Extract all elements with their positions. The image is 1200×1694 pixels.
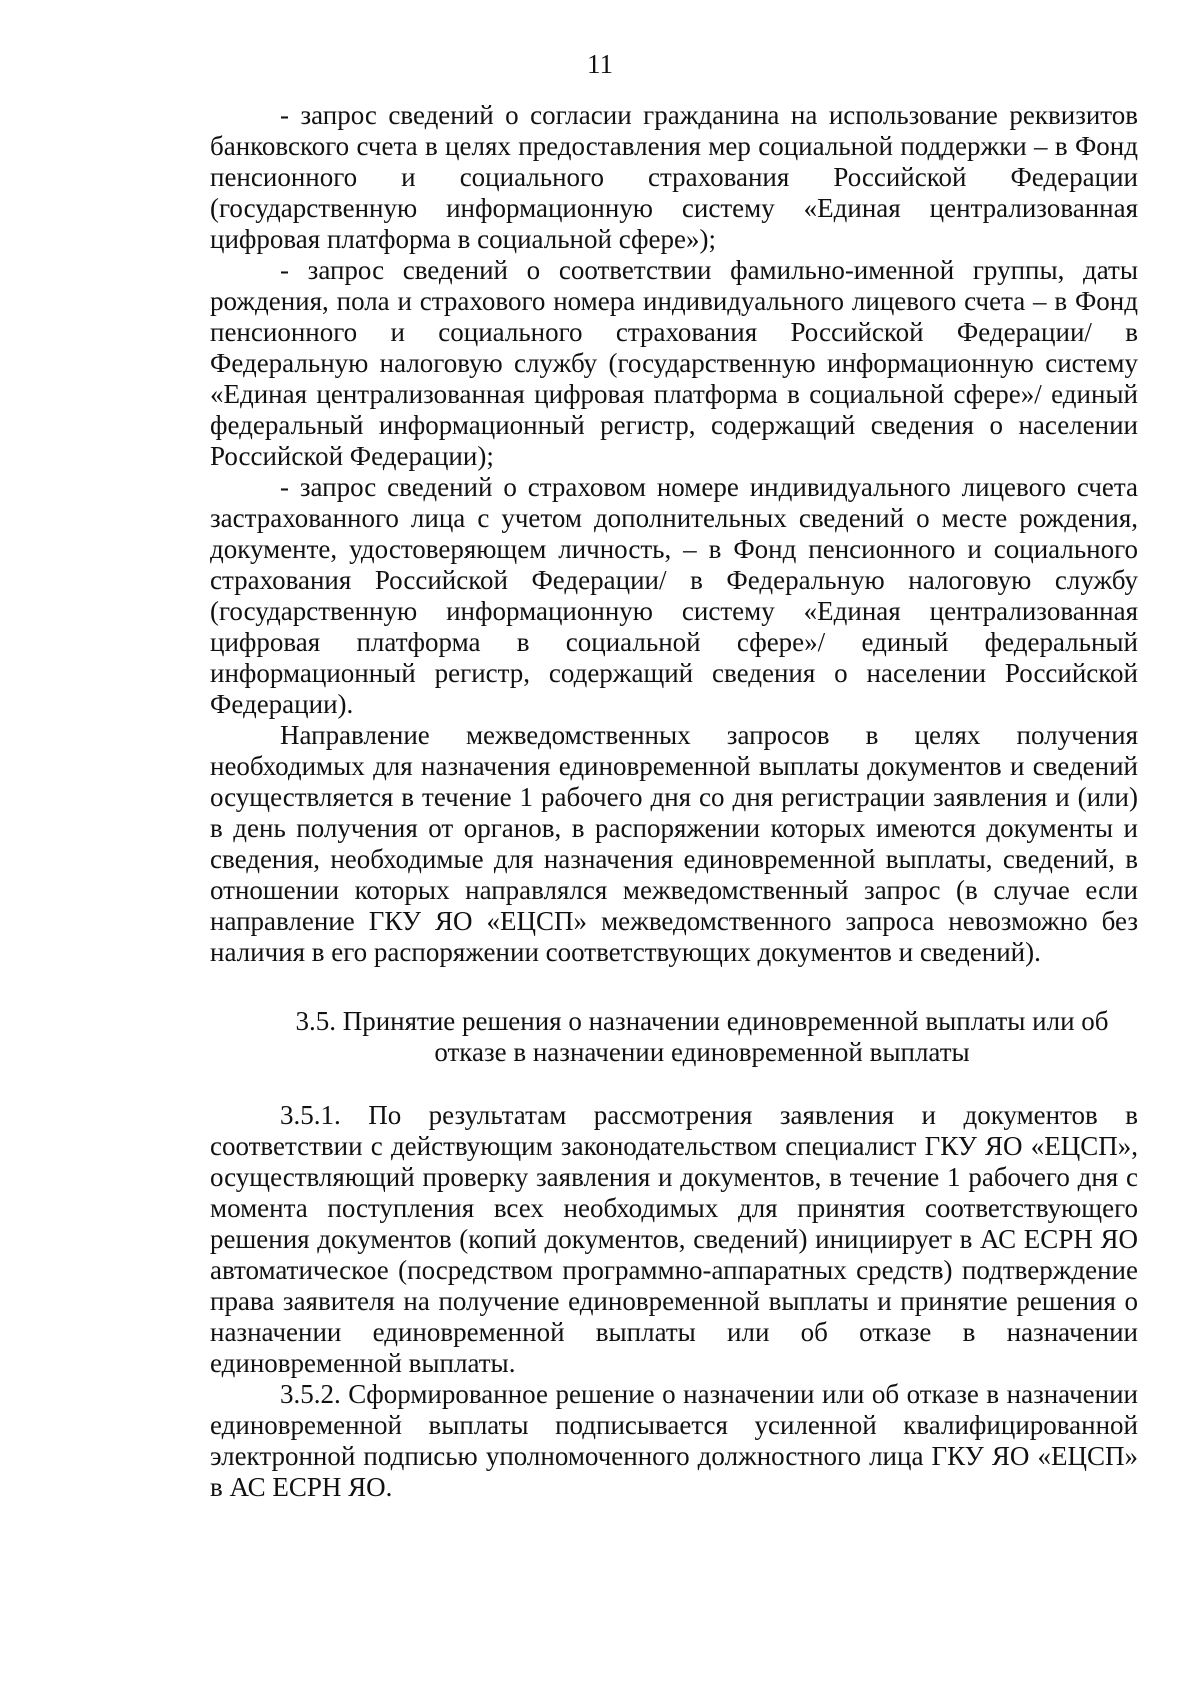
page-number: 11 xyxy=(587,49,613,79)
paragraph-identity-check-request: - запрос сведений о соответствии фамильно-именной группы, даты рождения, пола и страхового номера индивидуального лицевого счета – в Фонд пенсионного и социального страхования Российской Федерации/ в Федеральную налоговую службу (государственную информационную систему «Единая централизованная цифровая платформа в социальной сфере»/ единый федеральный информационный регистр, содержащий сведения о населении Российской Федерации); xyxy=(210,255,1138,471)
paragraph-snils-request: - запрос сведений о страховом номере индивидуального лицевого счета застрахованного лица с учетом дополнительных сведений о месте рождения, документе, удостоверяющем личность, – в Фонд пенсионного и социального страхования Российской Федерации/ в Федеральную налоговую службу (государственную информационную систему «Единая централизованная цифровая платформа в социальной сфере»/ единый федеральный информационный регистр, содержащий сведения о населении Российской Федерации). xyxy=(210,472,1138,719)
section-heading: 3.5. Принятие решения о назначении единовременной выплаты или об отказе в назначении единовременной выплаты xyxy=(295,1006,1109,1067)
paragraph-3-5-1: 3.5.1. По результатам рассмотрения заявления и документов в соответствии с действующим законодательством специалист ГКУ ЯО «ЕЦСП», осуществляющий проверку заявления и документов, в течение 1 рабочего дня с момента поступления всех необходимых для принятия соответствующего решения документов (копий документов, сведений) инициирует в АС ЕСРН ЯО автоматическое (посредством программно-аппаратных средств) подтверждение права заявителя на получение единовременной выплаты и принятие решения о назначении единовременной выплаты или об отказе в назначении единовременной выплаты. xyxy=(210,1100,1138,1378)
paragraph-request-timing: Направление межведомственных запросов в целях получения необходимых для назначения единовременной выплаты документов и сведений осуществляется в течение 1 рабочего дня со дня регистрации заявления и (или) в день получения от органов, в распоряжении которых имеются документы и сведения, необходимые для назначения единовременной выплаты, сведений, в отношении которых направлялся межведомственный запрос (в случае если направление ГКУ ЯО «ЕЦСП» межведомственного запроса невозможно без наличия в его распоряжении соответствующих документов и сведений). xyxy=(210,720,1138,967)
paragraph-3-5-2: 3.5.2. Сформированное решение о назначении или об отказе в назначении единовременной выплаты подписывается усиленной квалифицированной электронной подписью уполномоченного должностного лица ГКУ ЯО «ЕЦСП» в АС ЕСРН ЯО. xyxy=(210,1379,1138,1502)
paragraph-bank-details-request: - запрос сведений о согласии гражданина на использование реквизитов банковского счета в целях предоставления мер социальной поддержки – в Фонд пенсионного и социального страхования Российской Федерации (государственную информационную систему «Единая централизованная цифровая платформа в социальной сфере»); xyxy=(210,100,1138,254)
document-body xyxy=(210,100,1138,1503)
